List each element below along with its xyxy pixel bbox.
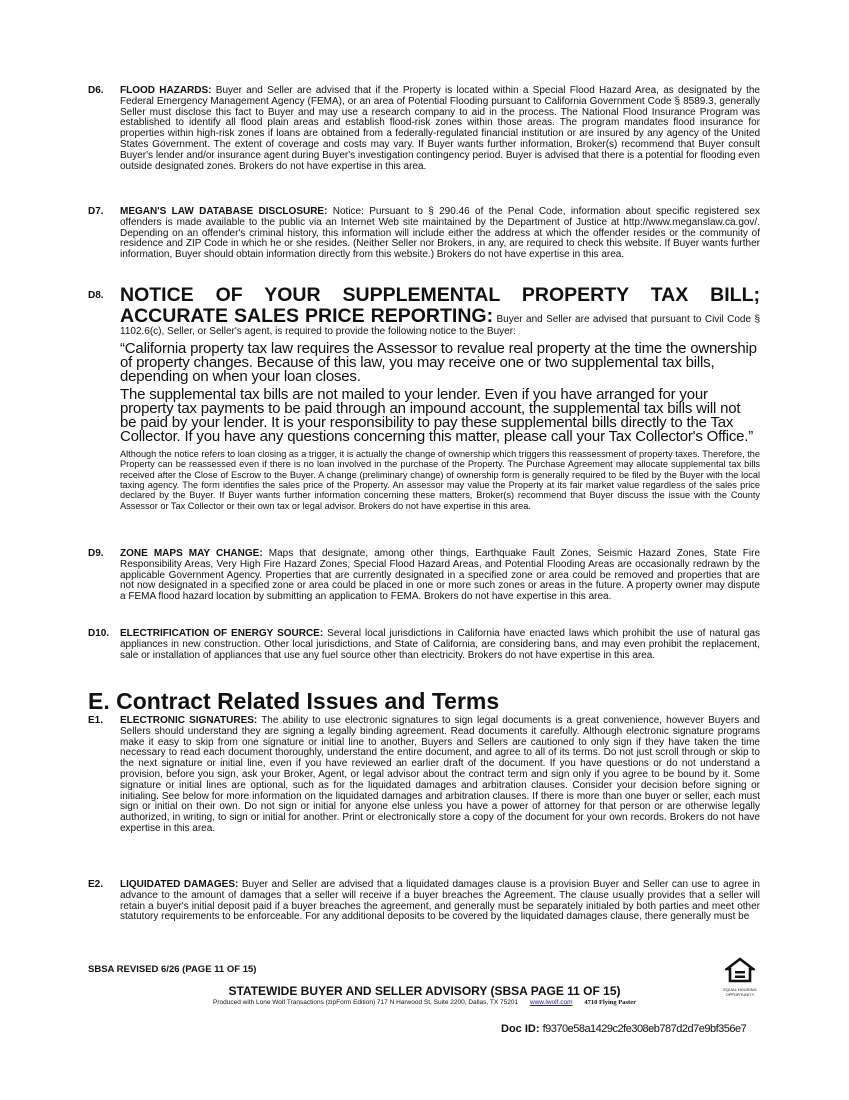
item-text: Buyer and Seller are advised that if the Property is located within a Special Flood Hazard Area, as designated by the Federal Emergency Management Agency (FEMA), or an area of Potential Flooding pursuant to California Government Code § 8589.3, generally Seller must disclose this fact to Buyer and may use a research company to aid in the process. The National Flood Insurance Program was established to identify all flood plain areas and establish flood-risk zones within those areas. The program mandates flood insurance for properties within high-risk zones if loans are obtained from a federally-regulated financial institution or are insured by any agency of the United States Government. The extent of coverage and costs may vary. If Buyer wants further information, Broker(s) recommend that Buyer consult Buyer's lender and/or insurance agent during Buyer's investigation contingency period. Buyer is advised that there is a potential for flooding even outside designated zones. Brokers do not have expertise in this area. xyxy=(120,85,760,172)
item-body xyxy=(120,86,760,172)
item-body xyxy=(120,549,760,603)
produced-line xyxy=(0,999,849,1006)
item-text: Several local jurisdictions in California have enacted laws which prohibit the use of natural gas appliances in new construction. Other local jurisdictions, and State of California, are considering bans, and may even prohibit the replacement, sale or installation of appliances that use any fuel source other than electricity. Brokers do not have expertise in this area. xyxy=(120,628,761,661)
produced-text: Produced with Lone Wolf Transactions (zipForm Edition) 717 N Harwood St, Suite 2200, Dallas, TX 75201 xyxy=(213,999,519,1006)
item-text: Notice: Pursuant to § 290.46 of the Penal Code, information about specific registered sex offenders is made available to the public via an Internet Web site maintained by the Department of Justice at http://www.meganslaw.ca.gov/. Depending on an offender's criminal history, this information will include either the address at which the offender resides or the community of residence and ZIP Code in which he or she resides. (Neither Seller nor Brokers, in any, are required to check this website. If Buyer wants further information, Buyer should obtain information directly from this website.) Brokers do not have expertise in this area. xyxy=(120,206,760,261)
item-text: Maps that designate, among other things, Earthquake Fault Zones, Seismic Hazard Zones, State Fire Responsibility Areas, Very High Fire Hazard Zones, Special Flood Hazard Areas, and Potential Flooding Areas are occasionally redrawn by the applicable Government Agency. Properties that are currently designated in a specified zone or area could be removed and properties that are not now designated in a specified zone or area could be placed in one or more such zones or areas in the future. A property owner may dispute a FEMA flood hazard location by submitting an application to FEMA. Brokers do not have expertise in this area. xyxy=(120,548,761,603)
doc-id-value: f9370e58a1429c2fe308eb787d2d7e9bf356e7 xyxy=(542,1023,747,1035)
item-title: NOTICE OF YOUR SUPPLEMENTAL PROPERTY TAX BILL; ACCURATE SALES PRICE REPORTING: xyxy=(120,284,760,327)
item-title: MEGAN'S LAW DATABASE DISCLOSURE: xyxy=(120,206,328,217)
equal-housing-text: EQUAL HOUSING OPPORTUNITY xyxy=(723,987,757,997)
doc-id-label: Doc ID: xyxy=(501,1023,540,1035)
section-heading: E. Contract Related Issues and Terms xyxy=(88,688,500,714)
item-number: D9. xyxy=(88,548,104,559)
lwolf-link[interactable]: www.lwolf.com xyxy=(529,999,573,1006)
item-body xyxy=(120,285,760,511)
item-body xyxy=(120,207,760,261)
section-d6 xyxy=(88,86,760,172)
item-number: E2. xyxy=(88,879,104,890)
section-d7 xyxy=(88,207,760,261)
notice-quote-1: “California property tax law requires the Assessor to revalue real property at the time the ownership of property changes. Because of this law, you may receive one or two supplemental tax bills, depending on when your loan closes. xyxy=(120,339,757,385)
item-intro: Buyer and Seller are advised that pursuant to Civil Code § 1102.6(c), Seller, or Seller's agent, is required to provide the following notice to the Buyer: xyxy=(120,314,761,337)
item-text: Buyer and Seller are advised that a liquidated damages clause is a provision Buyer and Seller can use to agree in advance to the amount of damages that a seller will receive if a buyer breaches the Agreement. The clause usually provides that a seller will retain a buyer's initial deposit paid if a buyer breaches the agreement, and generally must be separately initialed by both parties and meet other statutory requirements to be enforceable. For any additional deposits to be covered by the liquidated damages clause, there generally must be xyxy=(120,879,760,923)
section-d8 xyxy=(88,285,760,511)
section-e2 xyxy=(88,880,760,923)
notice-quote-2: The supplemental tax bills are not mailed to your lender. Even if you have arranged for your property tax payments to be paid through an impound account, the supplemental tax bills will not be paid by your lender. It is your responsibility to pay these supplemental bills directly to the Tax Collector. If you have any questions concerning this matter, please call your Tax Collector's Office.” xyxy=(120,385,754,445)
item-body xyxy=(120,629,760,661)
property-address: 4710 Flying Paster xyxy=(584,999,636,1006)
item-text: The ability to use electronic signatures to sign legal documents is a great convenience, however Buyers and Sellers should understand they are signing a legally binding agreement. Read documents it carefully. Although electronic signature programs make it easy to skip from one signature or initial line to another, Buyers and Sellers are cautioned to only sign if they have taken the time necessary to read each document thoroughly, understand the entire document, and agree to all of its terms. Do not just scroll through or skip to the next signature or initial line, even if you have reviewed an earlier draft of the document. If you have questions or do not understand a provision, before you sign, ask your Broker, Agent, or legal advisor about the contract term and sign only if you agree to be bound by it. Some signature or initial lines are optional, such as for the liquidated damages and arbitration clauses. Consider your decision before signing or initialing. See below for more information on the liquidated damages and arbitration clauses. If there is more than one buyer or seller, each must sign or initial on their own. Do not sign or initial for anyone else unless you have a power of attorney for that person or are otherwise legally authorized, in writing, to sign or initial for another. Print or electronically store a copy of the document for your own records. Brokers do not have expertise in this area. xyxy=(120,715,760,834)
item-title: ELECTRONIC SIGNATURES: xyxy=(120,715,258,726)
doc-id xyxy=(501,1023,746,1035)
item-body xyxy=(120,716,760,835)
item-title: FLOOD HAZARDS: xyxy=(120,85,212,96)
item-text: Although the notice refers to loan closing as a trigger, it is actually the change of ownership which triggers this reassessment of property taxes. Therefore, the Property can be reassessed even if there is no loan involved in the purchase of the Property. The Purchase Agreement may allocate supplemental tax bills received after the Close of Escrow to the Buyer. A change (preliminary change) of ownership form is generally required to be filed by the Buyer with the local taxing agency. The form identifies the sales price of the Property. An assessor may value the Property at its fair market value regardless of the sales price declared by the Buyer. If Buyer wants further information concerning these matters, Broker(s) recommend that Buyer discuss the issue with the County Assessor or Tax Collector or their own tax or legal advisor. Brokers do not have expertise in this area. xyxy=(120,448,760,511)
item-title: ZONE MAPS MAY CHANGE: xyxy=(120,548,263,559)
section-d9 xyxy=(88,549,760,603)
revision-label: SBSA REVISED 6/26 (PAGE 11 OF 15) xyxy=(88,964,257,975)
section-e1 xyxy=(88,716,760,835)
item-number: D6. xyxy=(88,85,104,96)
item-body xyxy=(120,880,760,923)
form-title: STATEWIDE BUYER AND SELLER ADVISORY (SBSA PAGE 11 OF 15) xyxy=(228,984,621,998)
item-number: E1. xyxy=(88,715,104,726)
equal-housing-icon xyxy=(725,957,755,983)
item-number: D8. xyxy=(88,290,104,301)
item-number: D10. xyxy=(88,628,110,639)
section-d10 xyxy=(88,629,760,661)
item-number: D7. xyxy=(88,206,104,217)
item-title: LIQUIDATED DAMAGES: xyxy=(120,879,239,890)
item-title: ELECTRIFICATION OF ENERGY SOURCE: xyxy=(120,628,324,639)
